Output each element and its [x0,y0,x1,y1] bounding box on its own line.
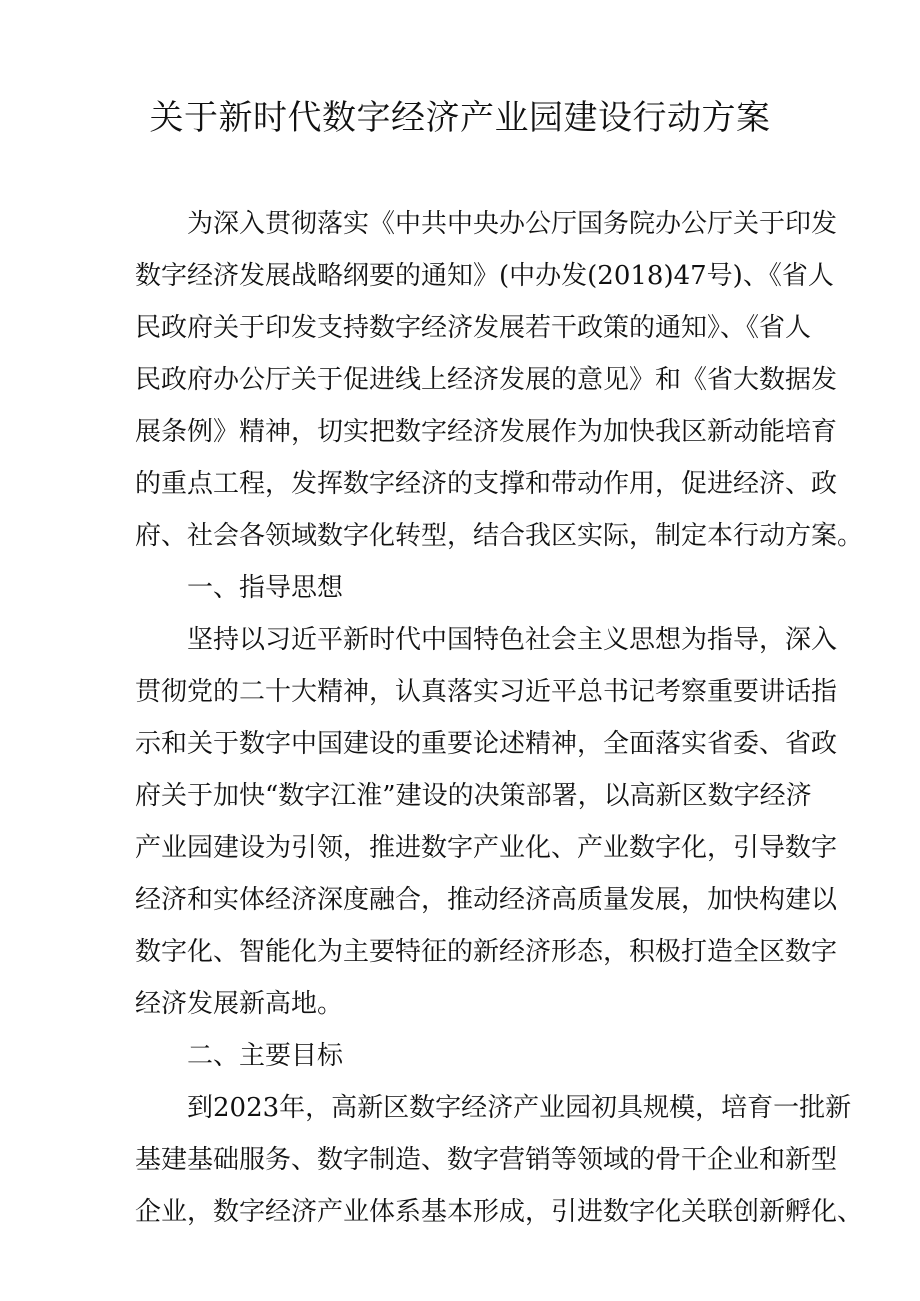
text-line: 企业，数字经济产业体系基本形成，引进数字化关联创新孵化、 [135,1197,864,1227]
text-line: 展条例》精神，切实把数字经济发展作为加快我区新动能培育 [135,417,838,447]
text-line: 民政府关于印发支持数字经济发展若干政策的通知》、《省人 [135,313,812,343]
text-line: 基建基础服务、数字制造、数字营销等领域的骨干企业和新型 [135,1145,838,1175]
text-line: 经济发展新高地。 [135,989,344,1019]
document-title: 关于新时代数字经济产业园建设行动方案 [149,98,771,138]
text-line: 坚持以习近平新时代中国特色社会主义思想为指导，深入 [187,625,838,655]
text-line: 数字经济发展战略纲要的通知》(中办发(2018)47号)、《省人 [135,261,834,291]
text-line: 府、社会各领域数字化转型，结合我区实际，制定本行动方案。 [135,521,864,551]
text-line: 经济和实体经济深度融合，推动经济高质量发展，加快构建以 [135,885,838,915]
text-line: 到2023年，高新区数字经济产业园初具规模，培育一批新 [187,1093,852,1123]
text-line: 二、主要目标 [187,1041,344,1071]
text-line: 示和关于数字中国建设的重要论述精神，全面落实省委、省政 [135,729,838,759]
text-line: 为深入贯彻落实《中共中央办公厅国务院办公厅关于印发 [187,209,838,239]
text-line: 的重点工程，发挥数字经济的支撑和带动作用，促进经济、政 [135,469,838,499]
document-body [135,198,864,1238]
text-line: 民政府办公厅关于促进线上经济发展的意见》和《省大数据发 [135,365,838,395]
text-line: 产业园建设为引领，推进数字产业化、产业数字化，引导数字 [135,833,838,863]
text-line: 府关于加快“数字江淮”建设的决策部署，以高新区数字经济 [135,781,812,811]
text-line: 贯彻党的二十大精神，认真落实习近平总书记考察重要讲话指 [135,677,838,707]
text-line: 数字化、智能化为主要特征的新经济形态，积极打造全区数字 [135,937,838,967]
text-line: 一、指导思想 [187,573,344,603]
